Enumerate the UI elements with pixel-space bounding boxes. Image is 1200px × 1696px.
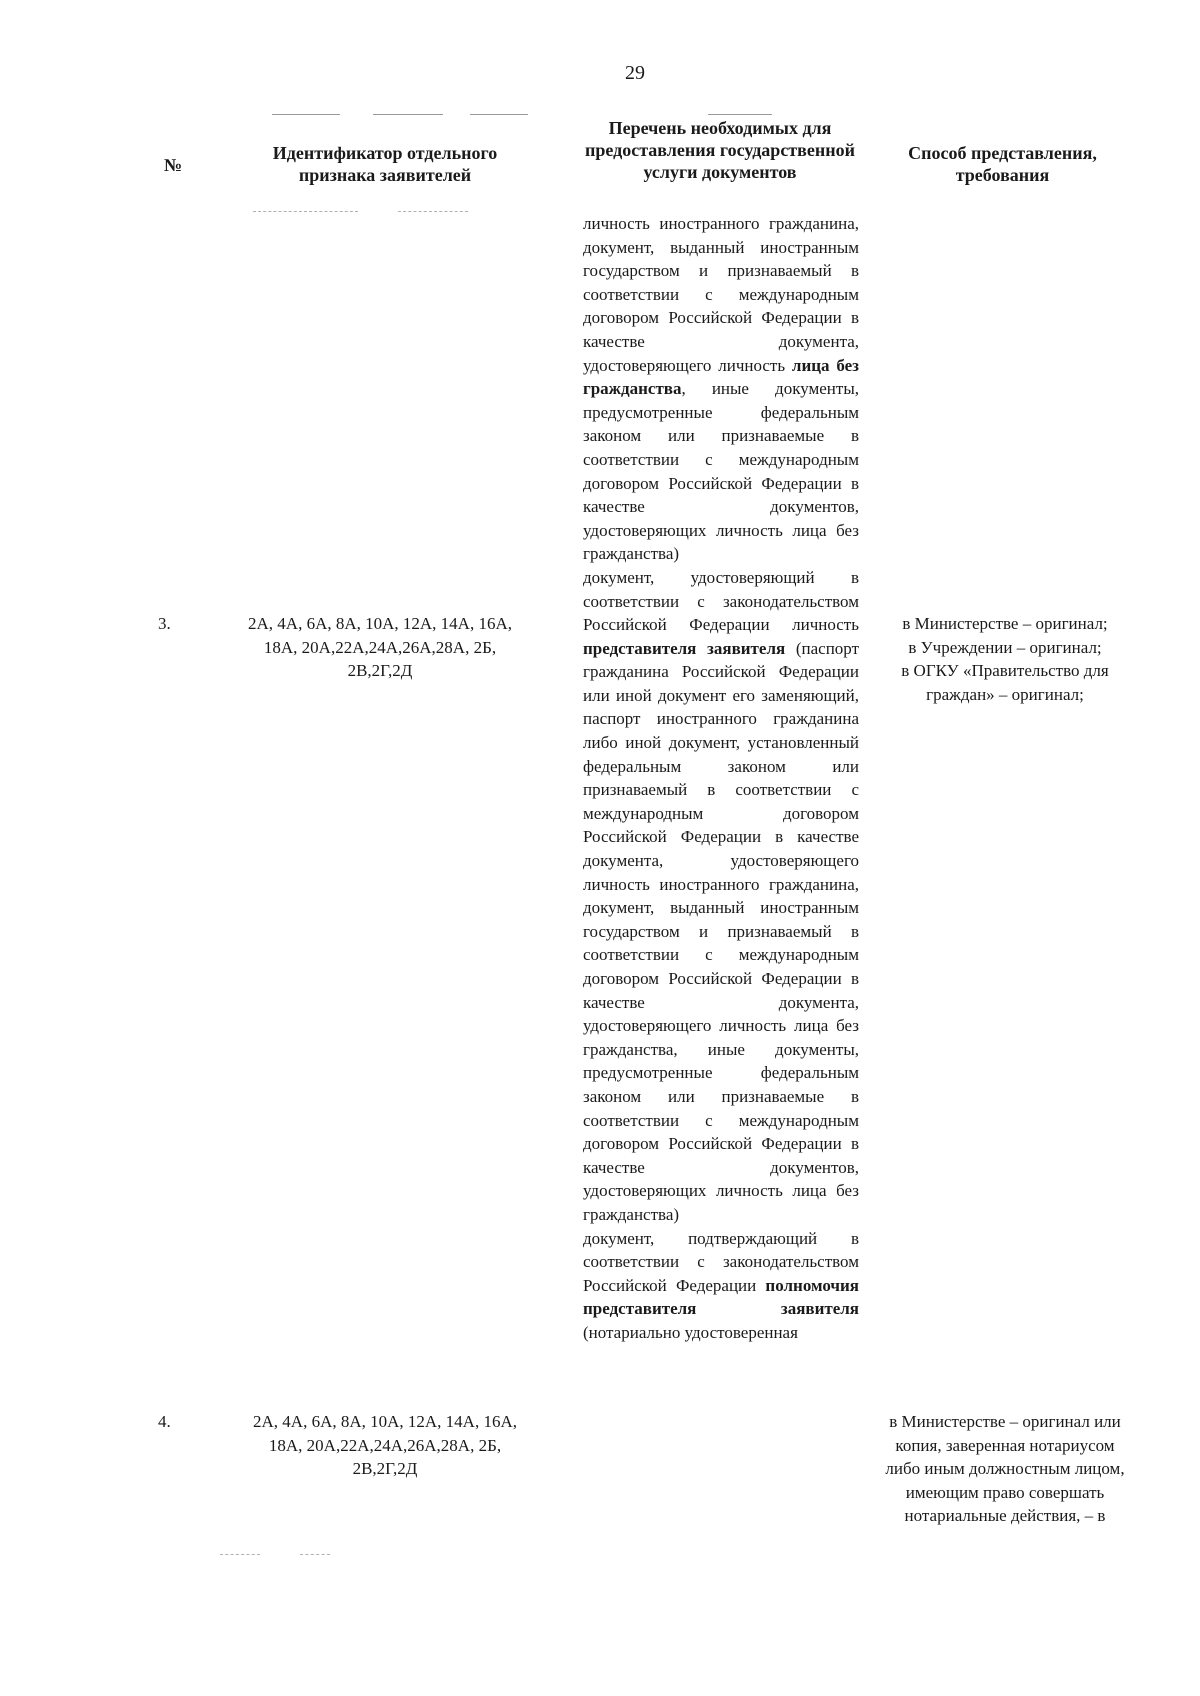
bold-phrase: лица без гражданства [583,355,860,399]
header-method: Способ представления, требования [908,143,1097,185]
scan-rule [300,1554,330,1555]
row-4-identifiers: 2А, 4А, 6А, 8А, 10А, 12А, 14А, 16А, 18А, 20А,22А,24А,26А,28А, 2Б, 2В,2Г,2Д [253,1412,517,1478]
documents-column [583,212,859,1345]
header-number: № [163,155,183,175]
scan-rule [398,211,468,212]
row-3-method [876,612,1134,706]
row-3-number: 3. [158,614,171,633]
method-line: в Министерстве – оригинал; [902,614,1108,633]
scan-rule [708,114,772,115]
page-number: 29 [625,62,645,84]
method-line: в ОГКУ «Правительство для граждан» – оригинал; [901,661,1109,704]
scan-rule [220,1554,260,1555]
scan-rule [470,114,528,115]
row-3-identifiers: 2А, 4А, 6А, 8А, 10А, 12А, 14А, 16А, 18А, 20А,22А,24А,26А,28А, 2Б, 2В,2Г,2Д [248,614,512,680]
header-identifier: Идентификатор отдельного признака заявителей [272,143,498,185]
scan-rule [373,114,443,115]
scan-rule [253,211,358,212]
bold-phrase: представителя заявителя [583,638,786,658]
row-4-number: 4. [158,1412,171,1431]
header-documents: Перечень необходимых для предоставления государственной услуги документов [585,118,855,182]
scan-rule [272,114,340,115]
bold-phrase: полномочия представителя заявителя [583,1275,859,1319]
row-4-documents: документ, подтверждающий в соответствии с законодательством Российской Федерации полномочия представителя заявителя (нотариально удостоверенная [583,1228,859,1342]
row-3-documents: документ, удостоверяющий в соответствии с законодательством Российской Федерации личность представителя заявителя (паспорт гражданина Российской Федерации или иной документ его заменяющий, паспорт иностранного гражданина либо иной документ, установленный федеральным законом или признаваемый в соответствии с международным договором Российской Федерации в качестве документа, удостоверяющего личность иностранного гражданина, документ, выданный иностранным государством и признаваемый в соответствии с международным договором Российской Федерации в качестве документа, удостоверяющего личность лица без гражданства, иные документы, предусмотренные федеральным законом или признаваемые в соответствии с международным договором Российской Федерации в качестве документов, удостоверяющих личность лица без гражданства) [583,567,860,1224]
method-line: в Учреждении – оригинал; [908,637,1102,657]
continuation-text: личность иностранного гражданина, документ, выданный иностранным государством и признаваемый в соответствии с международным договором Российской Федерации в качестве документа, удостоверяющего личность лица без гражданства, иные документы, предусмотренные федеральным законом или признаваемые в соответствии с международным договором Российской Федерации в качестве документов, удостоверяющих личность лица без гражданства) [583,214,860,564]
row-4-method: в Министерстве – оригинал или копия, заверенная нотариусом либо иным должностным лицом, имеющим право совершать нотариальные действия, – в [885,1412,1125,1525]
